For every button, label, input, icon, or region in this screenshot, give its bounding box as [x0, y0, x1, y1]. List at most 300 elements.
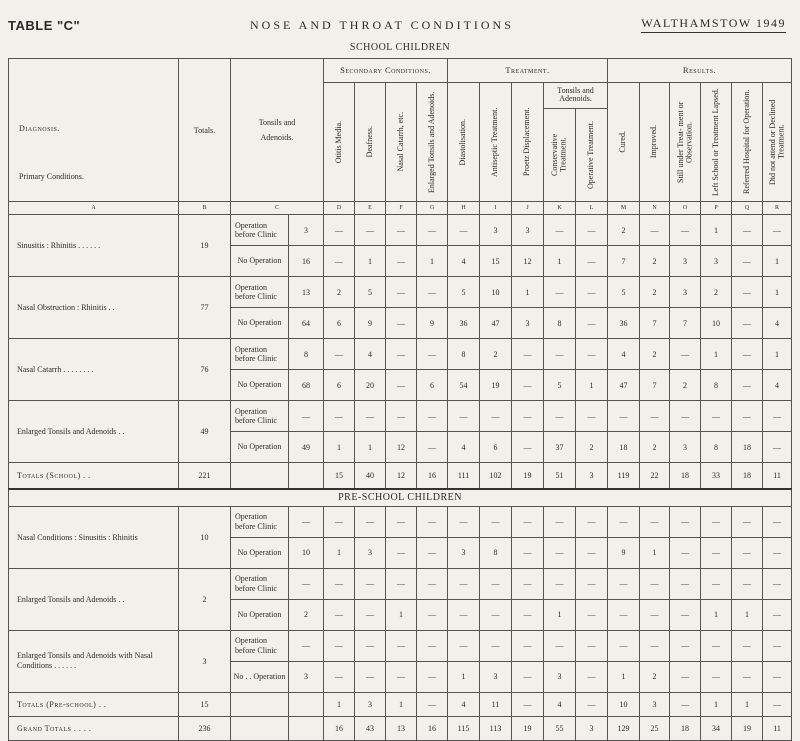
table-row	[9, 630, 792, 661]
total-cell: 49	[179, 401, 231, 463]
preschool-heading-row	[9, 489, 792, 507]
value-cell: —	[448, 568, 480, 599]
column-letter: E	[355, 202, 386, 215]
totals-value-cell: 1	[324, 692, 355, 716]
value-cell: —	[763, 568, 792, 599]
total-cell: 76	[179, 339, 231, 401]
value-cell: 7	[640, 308, 670, 339]
value-cell: —	[544, 506, 576, 537]
value-cell: —	[732, 308, 763, 339]
value-cell: 18	[732, 432, 763, 463]
tonsils-count-cell: 2	[289, 599, 324, 630]
value-cell: —	[386, 537, 417, 568]
table-row	[9, 401, 792, 432]
value-cell: 1	[386, 599, 417, 630]
value-cell: —	[608, 630, 640, 661]
value-cell: —	[480, 568, 512, 599]
totals-header: Totals.	[179, 59, 231, 202]
value-cell: —	[576, 401, 608, 432]
value-cell: —	[576, 599, 608, 630]
diagnosis-cell: Enlarged Tonsils and Adenoids . .	[9, 568, 179, 630]
diagnosis-label: Diagnosis.	[19, 124, 60, 133]
value-cell: 2	[640, 432, 670, 463]
operation-before-clinic-label: Operation before Clinic	[231, 568, 289, 599]
value-cell: —	[386, 370, 417, 401]
col-proetz: Proetz Displacement.	[512, 83, 544, 202]
value-cell: 5	[544, 370, 576, 401]
value-cell: 3	[512, 308, 544, 339]
column-letter: N	[640, 202, 670, 215]
totals-value-cell: 15	[324, 463, 355, 489]
total-cell: 77	[179, 277, 231, 339]
totals-value-cell: 115	[448, 716, 480, 740]
value-cell: —	[480, 401, 512, 432]
tonsils-header: Tonsils and Adenoids.	[231, 59, 324, 202]
value-cell: —	[763, 630, 792, 661]
value-cell: —	[324, 630, 355, 661]
totals-value-cell: 4	[448, 692, 480, 716]
value-cell: —	[670, 401, 701, 432]
diagnosis-cell: Enlarged Tonsils and Adenoids . .	[9, 401, 179, 463]
value-cell: —	[386, 401, 417, 432]
operation-before-clinic-label: Operation before Clinic	[231, 215, 289, 246]
value-cell: —	[670, 537, 701, 568]
tonsils-count-cell: —	[289, 630, 324, 661]
value-cell: —	[386, 630, 417, 661]
col-operative: Operative Treatment.	[576, 108, 608, 201]
column-letter: Q	[732, 202, 763, 215]
value-cell: —	[512, 401, 544, 432]
value-cell: 1	[763, 246, 792, 277]
value-cell: 8	[448, 339, 480, 370]
value-cell: 1	[763, 277, 792, 308]
value-cell: —	[608, 506, 640, 537]
value-cell: —	[355, 215, 386, 246]
totals-value-cell: 18	[670, 463, 701, 489]
preschool-heading-body	[9, 489, 792, 507]
value-cell: —	[417, 630, 448, 661]
table-row	[9, 506, 792, 537]
diagnosis-header	[9, 59, 179, 202]
col-enlarged: Enlarged Tonsils and Adenoids.	[417, 83, 448, 202]
value-cell: —	[386, 277, 417, 308]
value-cell: 12	[386, 432, 417, 463]
totals-value-cell: 25	[640, 716, 670, 740]
col-conservative: Conservative Treatment.	[544, 108, 576, 201]
column-letter: I	[480, 202, 512, 215]
value-cell: 1	[608, 661, 640, 692]
totals-b-cell: 15	[179, 692, 231, 716]
value-cell: —	[763, 537, 792, 568]
value-cell: —	[701, 661, 732, 692]
value-cell: 3	[701, 246, 732, 277]
preschool-totals-row	[9, 692, 792, 716]
totals-value-cell: 22	[640, 463, 670, 489]
value-cell: —	[670, 339, 701, 370]
col-improved: Improved.	[640, 83, 670, 202]
value-cell: 2	[701, 277, 732, 308]
value-cell: 1	[417, 246, 448, 277]
column-letter: K	[544, 202, 576, 215]
value-cell: —	[732, 630, 763, 661]
value-cell: 3	[480, 215, 512, 246]
value-cell: 10	[701, 308, 732, 339]
value-cell: —	[417, 215, 448, 246]
value-cell: —	[512, 661, 544, 692]
value-cell: —	[386, 215, 417, 246]
value-cell: —	[355, 568, 386, 599]
value-cell: 1	[701, 599, 732, 630]
tonsils-count-cell: 16	[289, 246, 324, 277]
col-nasal-catarrh: Nasal Catarrh, etc.	[386, 83, 417, 202]
value-cell: 9	[355, 308, 386, 339]
no-operation-label: No Operation	[231, 599, 289, 630]
value-cell: —	[640, 401, 670, 432]
col-referred: Referred Hospital for Operation.	[732, 83, 763, 202]
value-cell: —	[417, 401, 448, 432]
value-cell: 4	[448, 246, 480, 277]
operation-before-clinic-label: Operation before Clinic	[231, 506, 289, 537]
primary-conditions-label: Primary Conditions.	[19, 172, 84, 181]
value-cell: —	[417, 537, 448, 568]
value-cell: 47	[480, 308, 512, 339]
column-letters-row	[9, 202, 792, 215]
operation-before-clinic-label: Operation before Clinic	[231, 401, 289, 432]
preschool-heading: PRE-SCHOOL CHILDREN	[9, 489, 792, 507]
totals-value-cell: 3	[355, 692, 386, 716]
value-cell: —	[324, 599, 355, 630]
value-cell: 1	[576, 370, 608, 401]
diagnosis-cell: Sinusitis : Rhinitis . . . . . .	[9, 215, 179, 277]
total-cell: 3	[179, 630, 231, 692]
operation-before-clinic-label: Operation before Clinic	[231, 339, 289, 370]
no-operation-label: No Operation	[231, 432, 289, 463]
value-cell: 3	[512, 215, 544, 246]
column-letter: R	[763, 202, 792, 215]
value-cell: —	[576, 630, 608, 661]
value-cell: —	[608, 568, 640, 599]
place-year: WALTHAMSTOW 1949	[641, 16, 786, 33]
value-cell: —	[544, 339, 576, 370]
value-cell: —	[417, 506, 448, 537]
column-letter: O	[670, 202, 701, 215]
totals-value-cell: 43	[355, 716, 386, 740]
tonsils-count-cell: 3	[289, 661, 324, 692]
no-operation-label: No Operation	[231, 370, 289, 401]
value-cell: —	[763, 506, 792, 537]
total-cell: 2	[179, 568, 231, 630]
value-cell: 4	[448, 432, 480, 463]
column-letter: P	[701, 202, 732, 215]
value-cell: 2	[640, 246, 670, 277]
value-cell: —	[512, 568, 544, 599]
value-cell: —	[355, 506, 386, 537]
value-cell: 36	[448, 308, 480, 339]
value-cell: —	[448, 599, 480, 630]
column-letter: F	[386, 202, 417, 215]
value-cell: 3	[670, 246, 701, 277]
secondary-conditions-header: Secondary Conditions.	[324, 59, 448, 83]
value-cell: 3	[544, 661, 576, 692]
value-cell: 1	[640, 537, 670, 568]
operation-before-clinic-label: Operation before Clinic	[231, 277, 289, 308]
totals-label: Grand Totals . . . .	[9, 716, 179, 740]
value-cell: 8	[480, 537, 512, 568]
table-row	[9, 568, 792, 599]
col-did-not: Did not attend or Declined Treatment.	[763, 83, 792, 202]
value-cell: —	[386, 308, 417, 339]
totals-value-cell: 1	[701, 692, 732, 716]
totals-label: Totals (Pre-school) . .	[9, 692, 179, 716]
value-cell: —	[417, 277, 448, 308]
totals-value-cell: 129	[608, 716, 640, 740]
totals-value-cell: —	[763, 692, 792, 716]
value-cell: 1	[512, 277, 544, 308]
totals-value-cell: —	[417, 692, 448, 716]
no-operation-label: No Operation	[231, 246, 289, 277]
value-cell: —	[512, 599, 544, 630]
value-cell: 7	[608, 246, 640, 277]
value-cell: —	[324, 661, 355, 692]
column-letter: A	[9, 202, 179, 215]
value-cell: —	[448, 215, 480, 246]
col-diastolisation: Diastolisation.	[448, 83, 480, 202]
value-cell: 10	[480, 277, 512, 308]
totals-value-cell: 19	[512, 716, 544, 740]
value-cell: —	[512, 432, 544, 463]
value-cell: —	[417, 661, 448, 692]
value-cell: —	[544, 215, 576, 246]
diagnosis-cell: Nasal Conditions : Sinusitis : Rhinitis	[9, 506, 179, 568]
value-cell: —	[324, 215, 355, 246]
section-subtitle: SCHOOL CHILDREN	[349, 42, 451, 53]
value-cell: —	[732, 246, 763, 277]
diagnosis-cell: Nasal Obstruction : Rhinitis . .	[9, 277, 179, 339]
value-cell: —	[417, 599, 448, 630]
value-cell: —	[386, 568, 417, 599]
totals-value-cell: 11	[763, 463, 792, 489]
totals-value-cell: 16	[417, 716, 448, 740]
value-cell: 6	[417, 370, 448, 401]
value-cell: —	[355, 630, 386, 661]
totals-value-cell: —	[512, 692, 544, 716]
value-cell: —	[701, 401, 732, 432]
value-cell: —	[576, 277, 608, 308]
totals-value-cell: 4	[544, 692, 576, 716]
value-cell: —	[512, 630, 544, 661]
no-operation-label: No Operation	[231, 308, 289, 339]
value-cell: —	[763, 401, 792, 432]
tonsils-count-cell: 68	[289, 370, 324, 401]
value-cell: 2	[640, 661, 670, 692]
value-cell: 2	[670, 370, 701, 401]
value-cell: 3	[448, 537, 480, 568]
value-cell: —	[355, 599, 386, 630]
value-cell: 6	[324, 370, 355, 401]
value-cell: 3	[670, 432, 701, 463]
value-cell: —	[640, 599, 670, 630]
value-cell: —	[732, 277, 763, 308]
value-cell: —	[576, 537, 608, 568]
value-cell: 1	[448, 661, 480, 692]
value-cell: —	[640, 506, 670, 537]
value-cell: —	[355, 401, 386, 432]
value-cell: —	[576, 246, 608, 277]
value-cell: —	[324, 506, 355, 537]
empty-cell	[231, 692, 289, 716]
operation-before-clinic-label: Operation before Clinic	[231, 630, 289, 661]
value-cell: —	[701, 568, 732, 599]
tonsils-count-cell: —	[289, 401, 324, 432]
totals-value-cell: 18	[732, 463, 763, 489]
grand-totals-row	[9, 716, 792, 740]
column-letter: L	[576, 202, 608, 215]
totals-value-cell: 16	[324, 716, 355, 740]
value-cell: —	[732, 215, 763, 246]
column-letter: M	[608, 202, 640, 215]
col-left-school: Left School or Treatment Lapsed.	[701, 83, 732, 202]
value-cell: —	[732, 401, 763, 432]
value-cell: 9	[608, 537, 640, 568]
value-cell: —	[386, 661, 417, 692]
school-totals-body	[9, 463, 792, 489]
totals-value-cell: 113	[480, 716, 512, 740]
total-cell: 10	[179, 506, 231, 568]
value-cell: —	[448, 401, 480, 432]
treatment-header: Treatment.	[448, 59, 608, 83]
conditions-table	[8, 58, 792, 741]
value-cell: 8	[544, 308, 576, 339]
value-cell: 5	[448, 277, 480, 308]
totals-b-cell: 221	[179, 463, 231, 489]
table-label: TABLE "C"	[8, 18, 81, 33]
value-cell: —	[480, 630, 512, 661]
tonsils-count-cell: 13	[289, 277, 324, 308]
value-cell: 1	[732, 599, 763, 630]
value-cell: —	[417, 339, 448, 370]
value-cell: 1	[544, 599, 576, 630]
total-cell: 19	[179, 215, 231, 277]
column-letter: J	[512, 202, 544, 215]
value-cell: —	[670, 215, 701, 246]
value-cell: 3	[355, 537, 386, 568]
value-cell: 9	[417, 308, 448, 339]
value-cell: 1	[355, 246, 386, 277]
value-cell: —	[608, 599, 640, 630]
value-cell: —	[701, 506, 732, 537]
value-cell: —	[701, 630, 732, 661]
no-operation-label: No Operation	[231, 537, 289, 568]
value-cell: —	[701, 537, 732, 568]
value-cell: —	[324, 401, 355, 432]
value-cell: 4	[763, 308, 792, 339]
value-cell: —	[732, 537, 763, 568]
totals-value-cell: 55	[544, 716, 576, 740]
totals-value-cell: 11	[763, 716, 792, 740]
value-cell: 2	[576, 432, 608, 463]
value-cell: 6	[324, 308, 355, 339]
value-cell: —	[763, 432, 792, 463]
tonsils-count-cell: —	[289, 568, 324, 599]
value-cell: —	[732, 661, 763, 692]
school-totals-row	[9, 463, 792, 489]
totals-value-cell: 1	[732, 692, 763, 716]
table-row	[9, 215, 792, 246]
value-cell: 2	[608, 215, 640, 246]
value-cell: 15	[480, 246, 512, 277]
value-cell: —	[732, 506, 763, 537]
value-cell: —	[448, 506, 480, 537]
totals-value-cell: 3	[576, 716, 608, 740]
value-cell: 2	[324, 277, 355, 308]
value-cell: —	[324, 339, 355, 370]
value-cell: —	[512, 370, 544, 401]
value-cell: —	[670, 630, 701, 661]
value-cell: 2	[640, 277, 670, 308]
value-cell: 2	[640, 339, 670, 370]
school-children-body	[9, 215, 792, 463]
value-cell: —	[544, 401, 576, 432]
value-cell: —	[324, 246, 355, 277]
totals-value-cell: 19	[512, 463, 544, 489]
empty-cell	[289, 692, 324, 716]
tonsils-count-cell: —	[289, 506, 324, 537]
value-cell: 12	[512, 246, 544, 277]
value-cell: —	[670, 661, 701, 692]
empty-cell	[289, 463, 324, 489]
totals-value-cell: 40	[355, 463, 386, 489]
column-letter: D	[324, 202, 355, 215]
col-still-under: Still under Treat- ment or Observation.	[670, 83, 701, 202]
value-cell: —	[576, 215, 608, 246]
value-cell: 1	[324, 432, 355, 463]
totals-value-cell: 51	[544, 463, 576, 489]
tonsils-count-cell: 3	[289, 215, 324, 246]
totals-value-cell: 10	[608, 692, 640, 716]
value-cell: 54	[448, 370, 480, 401]
totals-value-cell: 16	[417, 463, 448, 489]
totals-value-cell: —	[576, 692, 608, 716]
tonsils-count-cell: 10	[289, 537, 324, 568]
no-operation-label: No . . Operation	[231, 661, 289, 692]
column-letter: H	[448, 202, 480, 215]
value-cell: —	[544, 568, 576, 599]
tonsils-adenoids-subheader: Tonsils and Adenoids.	[544, 83, 608, 109]
page-title: NOSE AND THROAT CONDITIONS	[250, 18, 514, 32]
value-cell: 4	[763, 370, 792, 401]
value-cell: 47	[608, 370, 640, 401]
tonsils-count-cell: 64	[289, 308, 324, 339]
value-cell: 1	[763, 339, 792, 370]
value-cell: —	[355, 661, 386, 692]
totals-value-cell: 19	[732, 716, 763, 740]
value-cell: 8	[701, 432, 732, 463]
value-cell: —	[480, 506, 512, 537]
value-cell: 8	[701, 370, 732, 401]
col-cured: Cured.	[608, 83, 640, 202]
value-cell: 1	[355, 432, 386, 463]
value-cell: 1	[324, 537, 355, 568]
final-totals-body	[9, 692, 792, 740]
column-letter: C	[231, 202, 324, 215]
totals-value-cell: 11	[480, 692, 512, 716]
value-cell: —	[576, 308, 608, 339]
empty-cell	[289, 716, 324, 740]
value-cell: —	[544, 537, 576, 568]
value-cell: —	[670, 568, 701, 599]
totals-b-cell: 236	[179, 716, 231, 740]
value-cell: —	[448, 630, 480, 661]
